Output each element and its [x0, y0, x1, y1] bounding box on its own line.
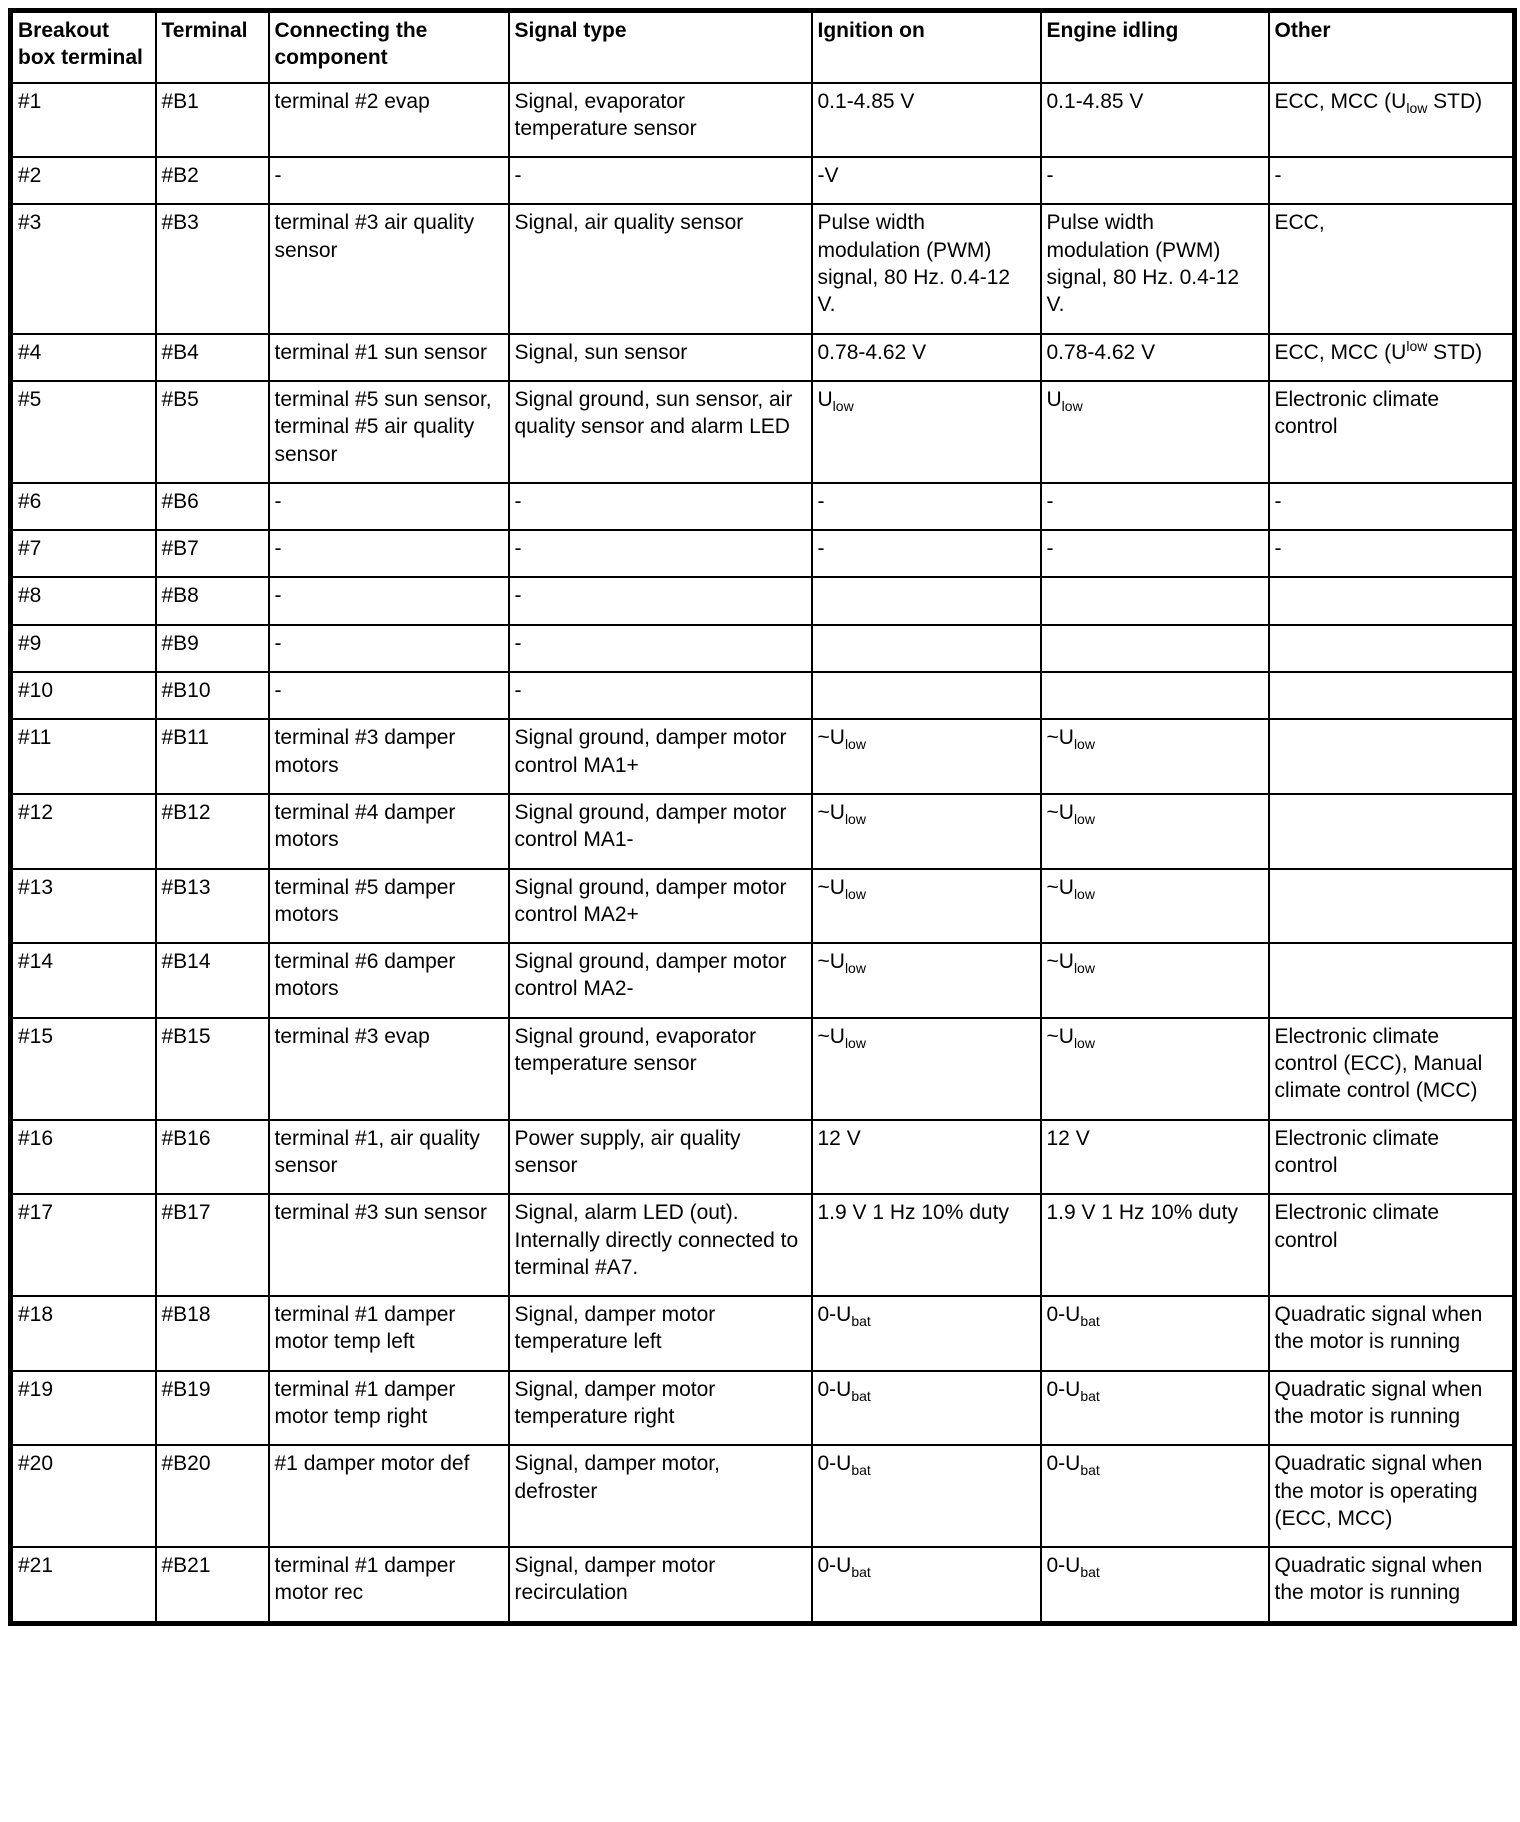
table-cell: 1.9 V 1 Hz 10% duty: [1041, 1194, 1269, 1296]
table-cell: #20: [11, 1445, 156, 1547]
table-cell: Signal, damper motor, defroster: [509, 1445, 812, 1547]
table-cell: [1041, 625, 1269, 672]
table-cell: [1041, 672, 1269, 719]
table-cell: #B19: [156, 1371, 269, 1446]
table-cell: -: [269, 577, 509, 624]
table-cell: #8: [11, 577, 156, 624]
table-cell: #B18: [156, 1296, 269, 1371]
table-cell: [1269, 869, 1515, 944]
table-cell: $0-U_{bat}$: [812, 1296, 1041, 1371]
table-cell: 0.1-4.85 V: [1041, 83, 1269, 158]
table-row: [11, 83, 1515, 158]
table-cell: Pulse width modulation (PWM) signal, 80 Hz. 0.4-12 V.: [1041, 204, 1269, 333]
table-cell: 0.1-4.85 V: [812, 83, 1041, 158]
table-cell: Signal ground, damper motor control MA1-: [509, 794, 812, 869]
table-cell: Signal, damper motor temperature right: [509, 1371, 812, 1446]
column-header-engine-idling: Engine idling: [1041, 11, 1269, 83]
table-cell: Signal, damper motor recirculation: [509, 1547, 812, 1623]
table-cell: -: [1041, 483, 1269, 530]
table-cell: $0-U_{bat}$: [1041, 1547, 1269, 1623]
table-row: [11, 1120, 1515, 1195]
table-cell: #18: [11, 1296, 156, 1371]
table-cell: #16: [11, 1120, 156, 1195]
table-cell: terminal #1 damper motor temp left: [269, 1296, 509, 1371]
table-cell: $\sim U_{low}$: [1041, 1018, 1269, 1120]
table-cell: #4: [11, 334, 156, 381]
table-cell: Electronic climate control: [1269, 1194, 1515, 1296]
table-row: [11, 1296, 1515, 1371]
table-row: [11, 381, 1515, 483]
table-cell: 12 V: [1041, 1120, 1269, 1195]
table-cell: #B11: [156, 719, 269, 794]
table-cell: #B21: [156, 1547, 269, 1623]
table-cell: Signal ground, damper motor control MA1+: [509, 719, 812, 794]
table-cell: #3: [11, 204, 156, 333]
table-cell: $\sim U_{low}$: [812, 869, 1041, 944]
table-cell: #B15: [156, 1018, 269, 1120]
table-cell: #B6: [156, 483, 269, 530]
table-row: [11, 483, 1515, 530]
table-row: [11, 530, 1515, 577]
table-cell: $0-U_{bat}$: [1041, 1296, 1269, 1371]
table-header-row: [11, 11, 1515, 83]
table-cell: [1041, 577, 1269, 624]
table-cell: #B16: [156, 1120, 269, 1195]
table-row: [11, 625, 1515, 672]
table-row: [11, 1445, 1515, 1547]
table-cell: #B14: [156, 943, 269, 1018]
table-cell: #B1: [156, 83, 269, 158]
table-cell: #13: [11, 869, 156, 944]
table-cell: #14: [11, 943, 156, 1018]
table-cell: Quadratic signal when the motor is running: [1269, 1547, 1515, 1623]
table-row: [11, 577, 1515, 624]
table-cell: $0-U_{bat}$: [1041, 1371, 1269, 1446]
table-cell: [812, 577, 1041, 624]
table-row: [11, 794, 1515, 869]
table-cell: terminal #3 evap: [269, 1018, 509, 1120]
table-cell: #10: [11, 672, 156, 719]
table-cell: Quadratic signal when the motor is running: [1269, 1371, 1515, 1446]
table-cell: #B17: [156, 1194, 269, 1296]
table-cell: #5: [11, 381, 156, 483]
table-cell: [1269, 794, 1515, 869]
table-cell: #B4: [156, 334, 269, 381]
table-row: [11, 943, 1515, 1018]
table-cell: Signal ground, damper motor control MA2+: [509, 869, 812, 944]
table-cell: $\sim U_{low}$: [1041, 794, 1269, 869]
table-cell: #B2: [156, 157, 269, 204]
table-header: [11, 11, 1515, 83]
table-cell: Signal, sun sensor: [509, 334, 812, 381]
table-cell: #19: [11, 1371, 156, 1446]
table-cell: 12 V: [812, 1120, 1041, 1195]
table-row: [11, 157, 1515, 204]
table-cell: [812, 672, 1041, 719]
table-cell: -: [812, 530, 1041, 577]
table-cell: Electronic climate control: [1269, 1120, 1515, 1195]
table-cell: 1.9 V 1 Hz 10% duty: [812, 1194, 1041, 1296]
table-cell: terminal #4 damper motors: [269, 794, 509, 869]
table-cell: #12: [11, 794, 156, 869]
table-cell: -: [509, 577, 812, 624]
table-cell: $\sim U_{low}$: [1041, 719, 1269, 794]
table-row: [11, 334, 1515, 381]
table-cell: 0.78-4.62 V: [812, 334, 1041, 381]
table-cell: [1269, 577, 1515, 624]
table-cell: -: [509, 530, 812, 577]
table-cell: terminal #6 damper motors: [269, 943, 509, 1018]
table-cell: -: [1269, 483, 1515, 530]
table-row: [11, 672, 1515, 719]
table-cell: Signal, air quality sensor: [509, 204, 812, 333]
table-cell: #1: [11, 83, 156, 158]
table-cell: [1269, 943, 1515, 1018]
column-header-signal-type: Signal type: [509, 11, 812, 83]
table-cell: -: [1269, 157, 1515, 204]
table-cell: Signal ground, sun sensor, air quality sensor and alarm LED: [509, 381, 812, 483]
table-cell: -: [269, 625, 509, 672]
table-cell: -: [269, 483, 509, 530]
table-cell: -: [509, 672, 812, 719]
table-cell: #2: [11, 157, 156, 204]
table-cell: -: [1041, 157, 1269, 204]
table-cell: 0.78-4.62 V: [1041, 334, 1269, 381]
table-cell: #B7: [156, 530, 269, 577]
table-cell: #7: [11, 530, 156, 577]
table-cell: Quadratic signal when the motor is operating (ECC, MCC): [1269, 1445, 1515, 1547]
table-cell: $\sim U_{low}$: [812, 719, 1041, 794]
table-cell: terminal #3 air quality sensor: [269, 204, 509, 333]
table-cell: -: [269, 157, 509, 204]
table-cell: terminal #1 damper motor temp right: [269, 1371, 509, 1446]
table-cell: terminal #5 sun sensor, terminal #5 air quality sensor: [269, 381, 509, 483]
table-cell: -: [509, 157, 812, 204]
table-cell: -: [1269, 530, 1515, 577]
table-cell: terminal #3 sun sensor: [269, 1194, 509, 1296]
table-cell: $\sim U_{low}$: [812, 943, 1041, 1018]
table-cell: Signal ground, evaporator temperature sensor: [509, 1018, 812, 1120]
table-body: [11, 83, 1515, 1624]
table-cell: #B12: [156, 794, 269, 869]
table-cell: [1269, 672, 1515, 719]
table-cell: $0-U_{bat}$: [812, 1445, 1041, 1547]
table-cell: $\sim U_{low}$: [1041, 943, 1269, 1018]
table-cell: #B5: [156, 381, 269, 483]
table-cell: Signal ground, damper motor control MA2-: [509, 943, 812, 1018]
table-cell: terminal #5 damper motors: [269, 869, 509, 944]
table-cell: Signal, damper motor temperature left: [509, 1296, 812, 1371]
table-cell: Electronic climate control (ECC), Manual climate control (MCC): [1269, 1018, 1515, 1120]
table-cell: #11: [11, 719, 156, 794]
column-header-ignition-on: Ignition on: [812, 11, 1041, 83]
table-cell: terminal #3 damper motors: [269, 719, 509, 794]
column-header-connecting-the-component: Connecting the component: [269, 11, 509, 83]
table-cell: -V: [812, 157, 1041, 204]
table-cell: $\sim U_{low}$: [812, 1018, 1041, 1120]
table-cell: #6: [11, 483, 156, 530]
table-cell: #B10: [156, 672, 269, 719]
table-cell: Signal, evaporator temperature sensor: [509, 83, 812, 158]
table-cell: -: [269, 672, 509, 719]
column-header-breakout-box-terminal: Breakout box terminal: [11, 11, 156, 83]
table-row: [11, 869, 1515, 944]
table-cell: -: [509, 625, 812, 672]
breakout-box-terminal-table: [8, 8, 1517, 1626]
table-cell: #B3: [156, 204, 269, 333]
table-cell: $0-U_{bat}$: [812, 1547, 1041, 1623]
column-header-terminal: Terminal: [156, 11, 269, 83]
column-header-other: Other: [1269, 11, 1515, 83]
table-cell: $\sim U_{low}$: [812, 794, 1041, 869]
table-cell: $U_{low}$: [812, 381, 1041, 483]
table-row: [11, 204, 1515, 333]
table-cell: #9: [11, 625, 156, 672]
table-cell: terminal #1 damper motor rec: [269, 1547, 509, 1623]
table-cell: [1269, 625, 1515, 672]
table-cell: #B20: [156, 1445, 269, 1547]
table-cell: -: [269, 530, 509, 577]
table-cell: [812, 625, 1041, 672]
table-cell: #21: [11, 1547, 156, 1623]
table-cell: $0-U_{bat}$: [1041, 1445, 1269, 1547]
table-cell: terminal #2 evap: [269, 83, 509, 158]
table-cell: -: [812, 483, 1041, 530]
table-row: [11, 1194, 1515, 1296]
table-cell: #B8: [156, 577, 269, 624]
table-cell: -: [1041, 530, 1269, 577]
table-row: [11, 1547, 1515, 1623]
table-cell: Signal, alarm LED (out). Internally directly connected to terminal #A7.: [509, 1194, 812, 1296]
table-cell: terminal #1, air quality sensor: [269, 1120, 509, 1195]
table-cell: ECC, MCC ($U^{low}$ STD): [1269, 334, 1515, 381]
table-row: [11, 719, 1515, 794]
table-cell: $\sim U_{low}$: [1041, 869, 1269, 944]
table-cell: #15: [11, 1018, 156, 1120]
table-cell: #B9: [156, 625, 269, 672]
table-cell: ECC,: [1269, 204, 1515, 333]
table-cell: #17: [11, 1194, 156, 1296]
table-cell: Pulse width modulation (PWM) signal, 80 Hz. 0.4-12 V.: [812, 204, 1041, 333]
table-cell: Quadratic signal when the motor is running: [1269, 1296, 1515, 1371]
table-cell: Electronic climate control: [1269, 381, 1515, 483]
table-cell: ECC, MCC ($U_{low}$ STD): [1269, 83, 1515, 158]
table-cell: -: [509, 483, 812, 530]
table-row: [11, 1371, 1515, 1446]
table-cell: #B13: [156, 869, 269, 944]
table-cell: Power supply, air quality sensor: [509, 1120, 812, 1195]
table-cell: $U_{low}$: [1041, 381, 1269, 483]
table-cell: terminal #1 sun sensor: [269, 334, 509, 381]
table-cell: #1 damper motor def: [269, 1445, 509, 1547]
table-row: [11, 1018, 1515, 1120]
table-cell: $0-U_{bat}$: [812, 1371, 1041, 1446]
table-cell: [1269, 719, 1515, 794]
